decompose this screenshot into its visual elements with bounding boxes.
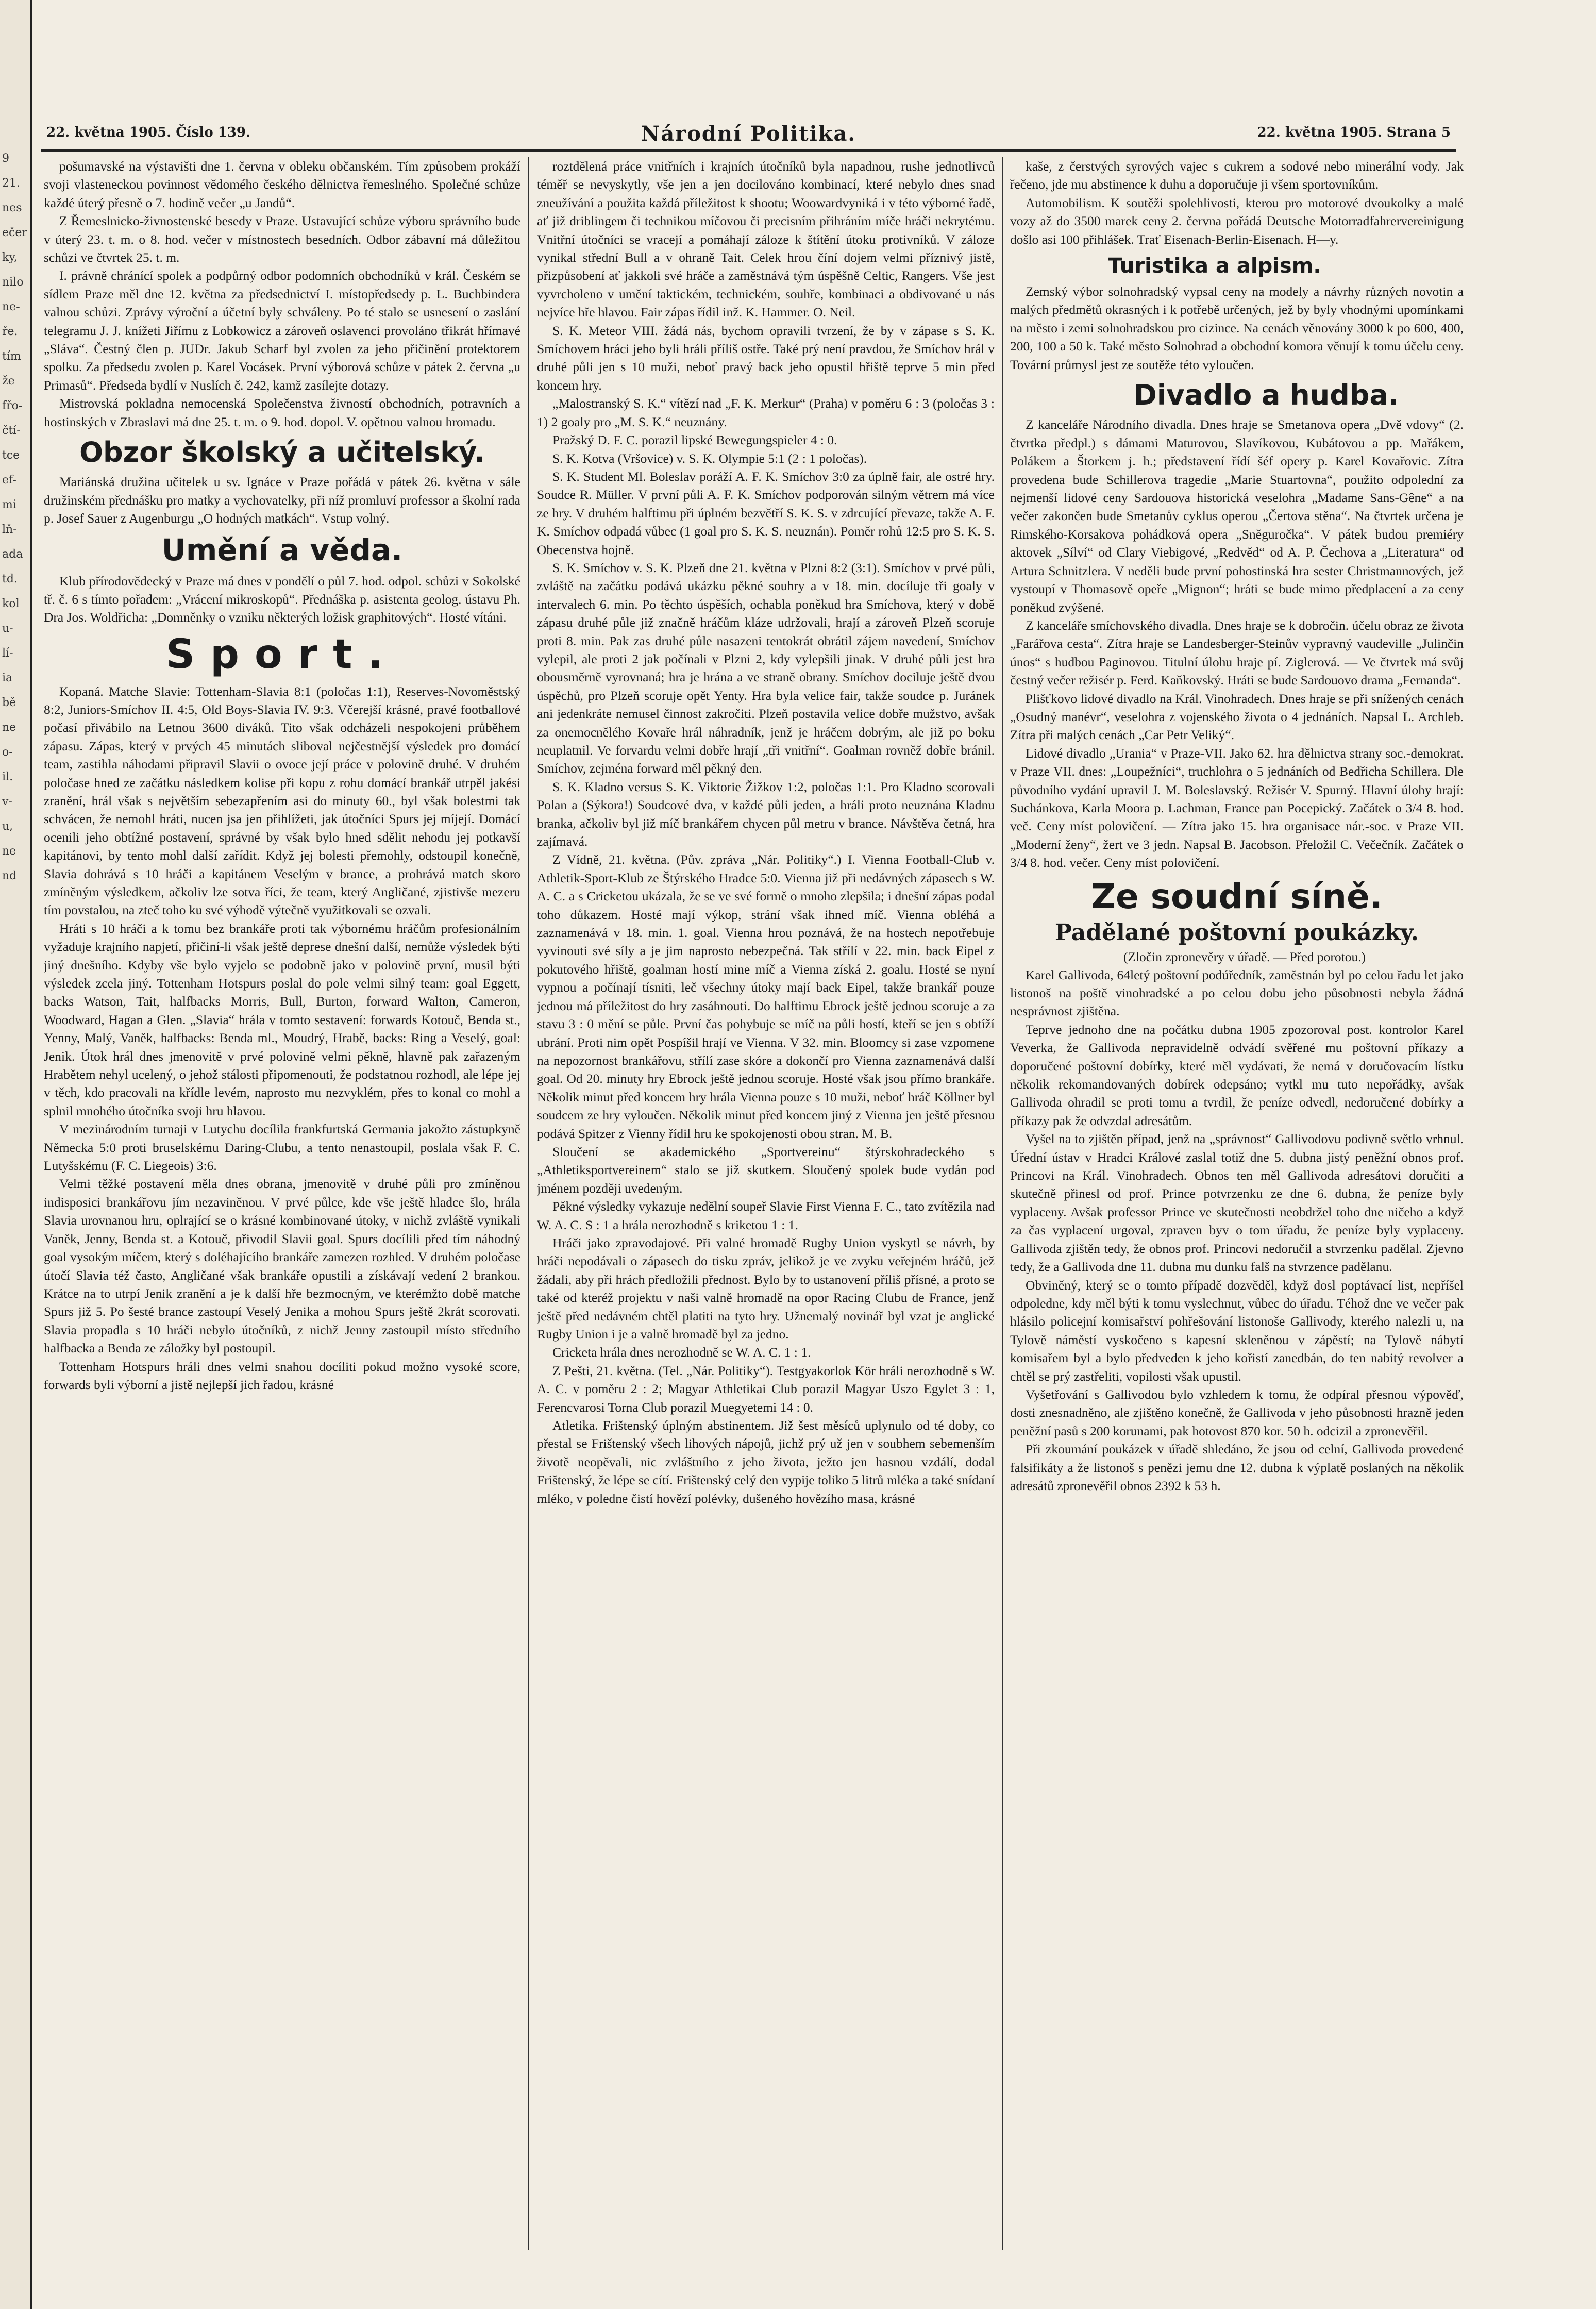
bleed-fragment: tím: [2, 350, 21, 363]
bleed-fragment: kol: [2, 597, 20, 610]
bleed-fragment: ef-: [2, 474, 16, 487]
bleed-fragment: ada: [2, 548, 23, 561]
article-paragraph: Při zkoumání poukázek v úřadě shledáno, že jsou od celní, Gallivoda provedené falsifikáty a že listonoš s penězi jemu dne 12. dubna k výplatě poslaných na několik adresátů zpronevěřil obnos 2392 k 53 h.: [1010, 1442, 1464, 1493]
bleed-fragment: bě: [2, 696, 16, 709]
bleed-fragment: fřo-: [2, 399, 23, 412]
article-paragraph: Vyšel na to zjištěn případ, jenž na „správnost“ Gallivodovu podivně světlo vrhnul. Úřední ústav v Hradci Králové zaslal totiž dne 5. dubna jistý peněžní obnos prof. Princovi na Král. Vinohradech. Obnos ten měl Gallivoda adresátovi doručiti a skutečně přinesl od prof. Prince potvrzenku ze dne 6. dubna, že peníze byly vyplaceny. Avšak professor Prince ve skutečnosti neobdržel toho dne ničeho a když za čas vyplacení urgoval, zpraven byv o tom úřadu, že peníze byly vyplaceny. Gallivoda zjištěn tedy, že obnos prof. Princovi nedoručil a stvrzenku padělal. Zjevno tedy, že a Gallivoda dne 11. dubna mu dunku falš na stvrzence padělanu.: [1010, 1131, 1464, 1275]
article-paragraph: S. K. Meteor VIII. žádá nás, bychom opravili tvrzení, že by v zápase s S. K. Smíchovem hráci jeho byli hráli příliš ostře. Také prý není pravdou, že Smíchov hrál v druhé půli jen s 10 muži, neboť pravý back jeho opustil hřiště teprve 5 min před koncem hry.: [537, 323, 995, 393]
bleed-fragment: ne-: [2, 300, 20, 313]
bleed-fragment: ne: [2, 845, 16, 858]
article-paragraph: Obviněný, který se o tomto případě dozvěděl, když dosl poptávací list, nepříšel odpoledne, kdy měl býti k tomu vyslechnut, vůbec do úřadu. Téhož dne ve večer pak hlásilo policejní komisařství pohřešování listonoše Gallivody, kterého nalezli u, na Tylově náměstí vyskočeno s kapesní skleněnou v zápěstí; na Tylově nábytí komisařem byl a bylo předveden k jeho kořistí zanedbán, do ten nabitý revolver a chtěl se prý zastřeliti, vopilosti však upustil.: [1010, 1277, 1464, 1384]
article-paragraph: S. K. Kotva (Vršovice) v. S. K. Olympie 5:1 (2 : 1 poločas).: [552, 450, 867, 466]
bleed-fragment: nd: [2, 869, 17, 882]
article-paragraph: „Malostranský S. K.“ vítězí nad „F. K. Merkur“ (Praha) v poměru 6 : 3 (poločas 3 : 1) 2 goaly pro „M. S. K.“ neuznány.: [537, 396, 995, 429]
article-paragraph: Atletika. Frištenský úplným abstinentem. Již šest měsíců uplynulo od té doby, co přestal se Frištenský všech lihových nápojů, jichž prý už jen v soubhem sebemenším životě neopěvali, nic zvláštního z jeho života, ježto jen hasnou vzdálí, dodal Frištenský, že lépe se cítí. Frištenský celý den vypije toliko 5 litrů mléka a také snídaní mléko, v poledne čistí hovězí polévky, dušeného hovězího masa, krásné: [537, 1418, 995, 1506]
article-paragraph: S. K. Student Ml. Boleslav poráží A. F. K. Smíchov 3:0 za úplně fair, ale ostré hry. Soudce R. Müller. V první půli A. F. K. Smíchov podporován silným větrem má více ze hry. V druhém halftimu při úplném bezvětří S. K. S. v zdrcující převaze, takže A. F. K. Smíchov odpadá vůbec (1 goal pro S. K. S. neuznán). Poměr rohů 12:5 pro S. K. S. Obecenstva hojně.: [537, 469, 995, 557]
article-paragraph: Mistrovská pokladna nemocenská Společenstva živností obchodních, potravních a hostinských v Zbraslavi má dne 25. t. m. o 9. hod. dopol. V. opětnou valnou hromadu.: [44, 396, 520, 429]
column-3: [1010, 157, 1464, 2270]
article-paragraph: pošumavské na výstavišti dne 1. června v obleku občanském. Tím způsobem prokáží svoji vlasteneckou povinnost vědomého českého dělnictva řemeslného. Společné schůze každé úterý přesně o 7. hodině večer „u Jandů“.: [44, 159, 520, 210]
article-paragraph: Cricketa hrála dnes nerozhodně se W. A. C. 1 : 1.: [552, 1345, 811, 1360]
bleed-fragment: o-: [2, 746, 13, 759]
article-paragraph: V mezinárodním turnaji v Lutychu docílila frankfurtská Germania jakožto zástupkyně Německa 5:0 proti bruselskému Daring-Clubu, a tento nenastoupil, poslala však F. C. Lutyšskému (F. C. Liegeois) 3:6.: [44, 1122, 520, 1174]
bleed-fragment: že: [2, 375, 15, 388]
article-paragraph: Hráti s 10 hráči a k tomu bez brankáře proti tak výbornému hráčům profesionálním vyžaduje krajního napjetí, přičiní-li však ještě deprese dnešní další, nemůže výsledek býti jiný dnešního. Kdyby vše bylo vyjelo se podobně jako v polovině první, musil býti výsledek zcela jiný. Tottenham Hotspurs poslal do pole velmi silný team: goal Eggett, backs Watson, Tait, halfbacks Morris, Bull, Burton, forward Walton, Cameron, Woodward, Hagan a Glen. „Slavia“ hrála v tomto sestavení: forwards Kotouč, Benda st., Yenny, Malý, Vaněk, halfbacks: Benda ml., Moudrý, Hrabě, backs: Ring a Veselý, goal: Jenik. Útok hrál dnes jmenovitě v prvé polovině velmi pěkně, hlavně pak zařazeným Hrabětem nehyl ucelený, o jehož stálosti připomenouti, že podstatnou rozhodl, ale lépe jej v těch, kdo pracovali na křídle levém, naprosto mu nezvyklém, přes to konal co mohl a splnil mnohého útočníka svoji hru hlavou.: [44, 921, 520, 1118]
bleed-fragment: ky,: [2, 251, 18, 264]
article-paragraph: Lidové divadlo „Urania“ v Praze-VII. Jako 62. hra dělnictva strany soc.-demokrat. v Praze VII. dnes: „Loupežníci“, truchlohra o 5 jednáních od Bedřicha Schillera. Dle původního vydání upravil J. M. Boleslavský. Režisér V. Spurný. Hlavní úlohy hrají: Suchánkova, Karla Moora p. Lachman, France pan Pocepický. Začátek o 3/4 8. hod. več. Ceny míst polovičení. — Zítra jako 15. hra organisace nár.-soc. v Praze VII. „Moderní ženy“, žert ve 3 jedn. Napsal B. Jacobson. Přeložil C. Večečník. Začátek o 3/4 8. hod. večer. Ceny míst polovičení.: [1010, 745, 1464, 871]
article-paragraph: roztdělená práce vnitřních i krajních útočníků byla napadnou, rushe jednotlivců téměř se nevyskytly, vše jen a jen docilováno kombinací, které nebylo dnes snad zneužívání a použita každá příležitost k shootu; Woowardvyniká i v této výborné řadě, ať již driblingem či technikou míčovou či precisním přihráním míče hráči nekrytému. Vnitřní útočníci se vracejí a pomáhají záloze k štítění útoku protivníků. V záloze vynikal střední Bull a v ohraně Tait. Celek hrou číní dojem velmi příznivý jistě, přizpůsobení ať jakkoli své hráče a zaměstnává tým úspěšně Celtic, Rangers. Vše jest vyvrcholeno v umění taktickém, technickém, souhře, kombinaci a obdivované u nás nejvíce hře hlavou. Fair zápas řídil inž. K. Hammer. O. Neil.: [537, 159, 995, 320]
bleed-fragment: 21.: [2, 177, 20, 190]
section-heading-courtroom: Ze soudní síně.: [1091, 876, 1383, 916]
bleed-fragment: čtí-: [2, 424, 21, 437]
article-paragraph: Velmi těžké postavení měla dnes obrana, jmenovitě v druhé půli pro zmíněnou indisposici brankářovu jím nezaviněnou. V prvé půlce, kde vše ještě hladce šlo, hrála Slavia urovnanou hru, oplrající se o krásné kombinované útoky, v nichž zvláště vynikali Vaněk, Jenny, Benda st. a Kotouč, přivodil Slavii goal. Spurs docílili před tím náhodný goal vysokým míčem, který s doléhajícího brankáře zamezen rozhled. V druhém poločase útočí Slavia též často, Angličané však brankáře opustili a získávají vedení 2 brankou. Krátce na to utrpí Jenik zranění a je k další hře bezmocným, ve kterémžto době matche Spurs již 5. Po šesté brance zastoupí Veselý Jenika a mohou Spurs ještě 2krát scorovati. Slavia propadla s 10 hráči nebylo útočníků, z nichž Jenny zastoupil místo středního halfbacka a Benda ze záložky byl postoupil.: [44, 1176, 520, 1356]
bleed-fragment: ečer: [2, 226, 27, 239]
article-paragraph: I. právně chránící spolek a podpůrný odbor podomních obchodníků v král. Českém se sídlem Praze měl dne 12. května za předsednictví I. místopředsedy p. L. Buchbindera valnou schůzi. Zprávy výroční a účetní byly schváleny. Po té stalo se usnesení o zaslání telegramu J. J. knížeti Jiřímu z Lobkowicz a zároveň oslavenci provoláno třikrát hřímavé „Sláva“. Čestný člen p. JUDr. Jakub Scharf byl zvolen za jeho přičinění protektorem spolku. Za předsedu zvolen p. Karel Vocásek. První výborová schůze v pátek 2. června „u Primasů“. Předseda bydlí v Nuslích č. 242, kamž zasílejte dotazy.: [44, 268, 520, 393]
column-rule: [1002, 157, 1003, 2250]
bleed-fragment: lí-: [2, 647, 13, 660]
section-heading-sport: Sport.: [166, 631, 398, 678]
column-1: [44, 157, 520, 2270]
article-paragraph: Hráči jako zpravodajové. Při valné hromadě Rugby Union vyskytl se návrh, by hráči nepodávali o zápasech do tisku zpráv, jelikož je ve zvyku veřejném hráčů, jež žádali, aby při hrách předložili přednost. Bylo by to ustanovení příliš přísné, a proto se také od kteréž projektu v naši valně hromadě na opor Racing Clubu de France, jenž ještě před nedávném chtěl platiti na tyto hry. Užnemalý novinář byl vzat je anglické Rugby Union i je a valně hromadě byl za jedno.: [537, 1235, 995, 1342]
page-header: [41, 119, 1456, 152]
article-paragraph: Mariánská družina učitelek u sv. Ignáce v Praze pořádá v pátek 26. května v sále družinském přednášku pro matky a vychovatelky, při níž promluví professor a školní rada p. Josef Sauer z Augenburgu „O hodných matkách“. Vstup volný.: [44, 474, 520, 526]
article-paragraph: Pěkné výsledky vykazuje nedělní soupeř Slavie First Vienna F. C., tato zvítězila nad W. A. C. S : 1 a hrála nerozhodně s kriketou 1 : 1.: [537, 1199, 995, 1232]
bleed-fragment: u,: [2, 820, 13, 833]
header-date-page: 22. května 1905. Strana 5: [1257, 125, 1451, 140]
article-paragraph: kaše, z čerstvých syrových vajec s cukrem a sodové nebo minerální vody. Jak řečeno, jde mu abstinence k duhu a doporučuje ji všem sportovníkům.: [1010, 159, 1464, 192]
bleed-fragment: nilo: [2, 276, 24, 289]
article-paragraph: Z Pešti, 21. května. (Tel. „Nár. Politiky“). Testgyakorlok Kör hráli nerozhodně s W. A. C. v poměru 2 : 2; Magyar Athletikai Club porazil Magyar Uszo Egylet 3 : 1, Ferencvarosi Torna Club porazil Muegyetemi 14 : 0.: [537, 1363, 995, 1415]
article-paragraph: Z Řemeslnicko-živnostenské besedy v Praze. Ustavující schůze výboru správního bude v úterý 23. t. m. o 8. hod. večer v místnostech besedních. Odbor zábavní má důležitou schůzi ve čtvrtek 25. t. m.: [44, 213, 520, 265]
column-2: [537, 157, 995, 2270]
article-paragraph: Z Vídně, 21. května. (Pův. zpráva „Nár. Politiky“.) I. Vienna Football-Club v. Athletik-Sport-Klub ze Štýrského Hradce 5:0. Vienna již při nedávných zápasech s W. A. C. a s Cricketou ukázala, že se ve své formě o mnoho zlepšila; i dnešní zápas podal toho důkazem. Hosté mají výkop, strání však ihned míč. Vienna obléhá a zaznamenává v 18. min. 1. goal. Vienna hrou poznává, že na hostech nepotřebuje vyvinouti své síly a je jim naprosto nebezpečná. Tak střílí v 22. min. back Eipel z pokutového hřiště, goalman hostí mine míč a Vienna získá 2. goalu. Hosté se nyní vypnou a počínají tísniti, leč všechny útoky mají back Eipel, takže brankář pouze jednou má příležitost do hry zasáhnouti. Do halftimu Ebrock ještě jednou scoruje a za stavu 3 : 0 mění se půle. První čas pohybuje se míč na půli hostí, kteří se jen s obtíží ubrání. Proti nim opět Pospíšil hrají ve Vienna. V 32. min. Bloomcy si zase vzpomene na nepozornost brankářovu, střílí zase skóre a dokončí pro Vienna zaznamenává další goal. Od 20. minuty hry Ebrock ještě jednou scoruje. Hosté však jsou přímo brankáře. Několik minut před koncem hry hrála Vienna pouze s 10 muži, neboť hráč Köllner byl soudcem ze hry vyloučen. Několik minut před koncem jiný z Vienna jen ještě přesnou podává Spitzer z Vienny řídil hru ke spokojenosti obou stran. M. B.: [537, 852, 995, 1141]
article-headline-forged-postal-orders: Padělané poštovní poukázky.: [1054, 919, 1419, 946]
section-heading-tourism: Turistika a alpism.: [1108, 254, 1321, 278]
article-paragraph: Vyšetřování s Gallivodou bylo vzhledem k tomu, že odpíral přesnou výpověď, dosti znesnadněno, ale zjištěno konečně, že Gallivoda v jeho působnosti hrazně jeden peněžní pasů s 200 korunami, pak hotovost 870 kor. 50 h. odcizil a zpronevěřil.: [1010, 1386, 1464, 1438]
article-paragraph: Z kanceláře smíchovského divadla. Dnes hraje se k dobročin. účelu obraz ze života „Farářova cesta“. Zítra hraje se Landesberger-Steinův vypravný vaudeville „Julinčin únos“ s hudbou Paginovou. Titulní úlohu hraje pí. Ziglerová. — Ve čtvrtek má svůj čestný večer režisér p. Ferd. Kaňkovský. Hráti se bude Sardouovo drama „Fernanda“.: [1010, 617, 1464, 688]
article-paragraph: S. K. Smíchov v. S. K. Plzeň dne 21. května v Plzni 8:2 (3:1). Smíchov v prvé půli, zvláště na začátku podává ukázku pěkné souhry a v 18. min. docíluje tři goaly v intervalech 6. min. Po těchto úspěších, ochabla poněkud hra Smíchova, který v době zápasu druhé půle již značně hráčům kláze udržovali, hrají a zároveň Plzeň scoruje proti 8. min. Pak zas druhé půle nasazeni tentokrát obrátil zájem navedení, Smíchov vylepil, ale proti 2 jak počínali v Plzni 2, kdy vylepšili jinak. V druhé půli jest hra obousměrně vyrovnaná; hra je hrána a ve straně obrany. Smíchov dociluje ještě dvou úspěchů, pro Plzeň scoruje opět Yenty. Hra byla velice fair, takže soudce p. Juránek ani jedenkráte nemusel činnost zakročiti. Plzeň postavila velice dobře mužstvo, avšak za onemocnělého Kovaře hrál náhradník, jenž je hráčem dobrým, ale již po boku neuplatnil. Ve forvardu velmi dobře hrají „tři vnitřní“. Goalman rovněž dobře bránil. Smíchov, zejména forward měl pěkný den.: [537, 560, 995, 776]
bleed-fragment: lň-: [2, 523, 17, 536]
bleed-fragment: tce: [2, 449, 20, 462]
column-rule: [528, 157, 529, 2250]
bleed-fragment: 9: [2, 152, 9, 165]
article-paragraph: Pražský D. F. C. porazil lipské Bewegungspieler 4 : 0.: [552, 432, 837, 448]
article-paragraph: Karel Gallivoda, 64letý poštovní podúředník, zaměstnán byl po celou řadu let jako listonoš na poště vinohradské a po celou dobu jeho působnosti nebyla žádná nesprávnost zjištěna.: [1010, 967, 1464, 1019]
article-paragraph: Kopaná. Matche Slavie: Tottenham-Slavia 8:1 (poločas 1:1), Reserves-Novoměstský 8:2, Juniors-Smíchov II. 4:5, Old Boys-Slavia IV. 9:3. Včerejší krásné, pravé footballové počasí přivábilo na Letnou 3600 diváků. Tito však odcházeli nespokojeni průběhem zápasu. Zápas, který v prvých 45 minutách sliboval nejčestnější výsledek pro domácí team, zastihla náhodami připravil Slavii o ovoce její práce v polovině druhé. V druhém poločase hned ze začátku následkem kolise při kopu z rohu domácí brankář utrpěl jakési zranění, hrál však s největším sebezapřením asi do minuty 60., byl však bolestmi tak schvácen, že nemohl hráti, nucen jsa jen přihlížeti, jak útočníci Spurs jej míjejí. Domácí ocenili jeho obtížné postavení, správné by však bylo hned sdělit nehodu jej potkavší kapitánovi, by tento mohl další zařídit. Když jej bolesti přemohly, odstoupil konečně, Slavia dohrává s 10 hráči a kapitánem Veselým v brance, a prohrává match skoro zmíněným výsledkem, ačkoliv lze sotva říci, že team, který Angličané, zjistivše mezeru tím povstalou, na zteč toho ku své výhodě výtečně využitkovali se ozvali.: [44, 683, 520, 918]
section-heading-theatre-music: Divadlo a hudba.: [1134, 379, 1399, 412]
article-subheading: (Zločin zpronevěry v úřadě. — Před porotou.): [1123, 949, 1366, 964]
article-paragraph: Klub přírodovědecký v Praze má dnes v pondělí o půl 7. hod. odpol. schůzi v Sokolské tř. č. 6 s tímto pořadem: „Vrácení mikroskopů“. Přednáška p. asistenta geolog. ústavu Ph. Dra Jos. Woldřicha: „Domněnky o vzniku některých ložisk graphitových“. Hosté vítáni.: [44, 573, 520, 625]
article-paragraph: Plišťkovo lidové divadlo na Král. Vinohradech. Dnes hraje se při snížených cenách „Osudný manévr“, veselohra z vojenského života o 4 jednáních. Napsal L. Archleb. Zítra při malých cenách „Car Petr Veliký“.: [1010, 691, 1464, 743]
article-paragraph: Z kanceláře Národního divadla. Dnes hraje se Smetanova opera „Dvě vdovy“ (2. čtvrtka předpl.) s dámami Maturovou, Slavíkovou, Kubátovou a pp. Mařákem, Polákem a Štorkem j. h.; představení řídí šéf opery p. Karel Kovařovic. Zítra provedena bude Schillerova tragedie „Marie Stuartovna“, použito odpolední za nejmenší lidové ceny Sardouova historická veselohra „Madame Sans-Gêne“ a na večer zakončen bude Smetanův cyklus operou „Čertova stěna“. Na čtvrtek určena je Rimského-Korsakova pohádková opera „Sněguročka“. V pátek budou premiéry aktovek „Sílví“ od Clary Viebigové, „Redvěd“ od A. P. Čechova a „Literatura“ od Artura Schnitzlera. V neděli bude první pohostinská hra sester Christmannových, jež vystoupí v Thomasově opeře „Mignon“; hráti se bude mimo předplacení a za ceny poněkud zvýšené.: [1010, 417, 1464, 615]
bleed-fragment: td.: [2, 573, 18, 585]
article-paragraph: Sloučení se akademického „Sportvereinu“ štýrskohradeckého s „Athletiksportvereinem“ stalo se již skutkem. Sloučený spolek bude vydán pod jménem později uvedeným.: [537, 1144, 995, 1196]
left-page-bleed: [0, 0, 32, 2309]
section-heading-education: Obzor školský a učitelský.: [79, 436, 485, 469]
article-paragraph: Teprve jednoho dne na počátku dubna 1905 zpozoroval post. kontrolor Karel Veverka, že Gallivoda nepravidelně odvádí svěřené mu poštovní příkazy a doporučené poštovní dobírky, které měl vydávati, že nemá v doručovacím lístku několik rekomandovaných dobírek odepsáno; vytkl mu tuto nepořádky, avšak Gallivoda ohradil se proti tomu a tvrdil, že peníze odvedl, nedoručené dobírky a příkazy pak že odvzdal adresátům.: [1010, 1022, 1464, 1128]
bleed-fragment: u-: [2, 622, 13, 635]
article-paragraph: Zemský výbor solnohradský vypsal ceny na modely a návrhy různých novotin a malých předmětů okrasných i k potřebě určených, jež by byly vhodnými upomínkami na město i zemi solnohradskou pro cizince. Na cenách věnovány 3000 k po 600, 400, 200, 100 a 50 k. Také město Solnohrad a obchodní komora věnují k tomu účelu ceny. Tovární průmysl jest ze soutěže této vyloučen.: [1010, 284, 1464, 372]
bleed-fragment: nes: [2, 202, 22, 214]
masthead-title: Národní Politika.: [641, 122, 856, 146]
bleed-fragment: ne: [2, 721, 16, 734]
article-paragraph: Automobilism. K soutěži spolehlivosti, kterou pro motorové dvoukolky a malé vozy až do 3500 marek ceny 2. června pořádá Deutsche Motorradfahrervereinigung došlo asi 100 přihlášek. Trať Eisenach-Berlin-Eisenach. H—y.: [1010, 195, 1464, 247]
bleed-fragment: mi: [2, 498, 16, 511]
header-date-issue: 22. května 1905. Číslo 139.: [46, 125, 251, 140]
section-heading-arts-science: Umění a věda.: [161, 532, 403, 567]
article-paragraph: S. K. Kladno versus S. K. Viktorie Žižkov 1:2, poločas 1:1. Pro Kladno scorovali Polan a (Sýkora!) Soudcové dva, v každé půli jeden, a hráli proto neuznána Kladnu branka, ačkoliv byl již míč brankářem chycen půl metru v brance. Návštěva četná, hra zajímavá.: [537, 779, 995, 849]
bleed-fragment: ře.: [2, 325, 18, 338]
bleed-fragment: ia: [2, 672, 13, 684]
bleed-fragment: il.: [2, 771, 13, 783]
article-paragraph: Tottenham Hotspurs hráli dnes velmi snahou docíliti pokud možno vysoké score, forwards byli výborní a jistě nejlepší jich řadou, krásné: [44, 1359, 520, 1392]
bleed-fragment: v-: [2, 795, 12, 808]
